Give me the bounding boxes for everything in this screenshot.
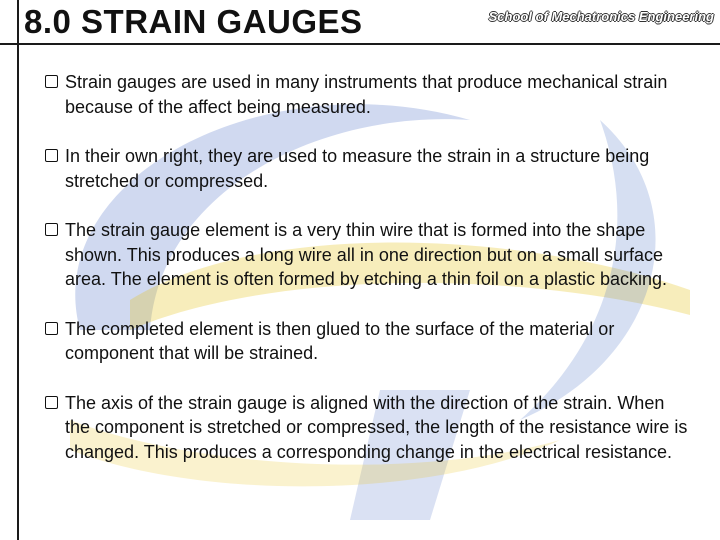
header-rule xyxy=(0,43,720,45)
bullet-item xyxy=(44,317,694,366)
bullet-item xyxy=(44,218,694,292)
bullet-text: Strain gauges are used in many instruments that produce mechanical strain because of the affect being measured. xyxy=(65,72,668,117)
school-name: School of Mechatronics Engineering xyxy=(488,9,714,24)
bullet-text: The completed element is then glued to the surface of the material or component that will be strained. xyxy=(65,318,615,363)
bullet-item xyxy=(44,144,694,193)
checkbox-icon xyxy=(45,396,58,409)
checkbox-icon xyxy=(45,75,58,88)
checkbox-icon xyxy=(45,149,58,162)
bullet-item xyxy=(44,391,694,465)
bullet-text: The strain gauge element is a very thin wire that is formed into the shape shown. This produces a long wire all in one direction but on a small surface area. The element is often formed by etching a thin foil on a plastic backing. xyxy=(65,220,668,289)
left-rule xyxy=(17,0,19,540)
bullet-text: The axis of the strain gauge is aligned with the direction of the strain. When the component is stretched or compressed, the length of the resistance wire is changed. This produces a corresponding change in the electrical resistance. xyxy=(65,392,688,462)
bullet-list xyxy=(44,70,694,464)
checkbox-icon xyxy=(45,322,58,335)
bullet-item xyxy=(44,70,694,119)
checkbox-icon xyxy=(45,223,58,236)
slide-title: 8.0 STRAIN GAUGES xyxy=(24,3,363,40)
bullet-text: In their own right, they are used to measure the strain in a structure being stretched or compressed. xyxy=(65,146,650,191)
